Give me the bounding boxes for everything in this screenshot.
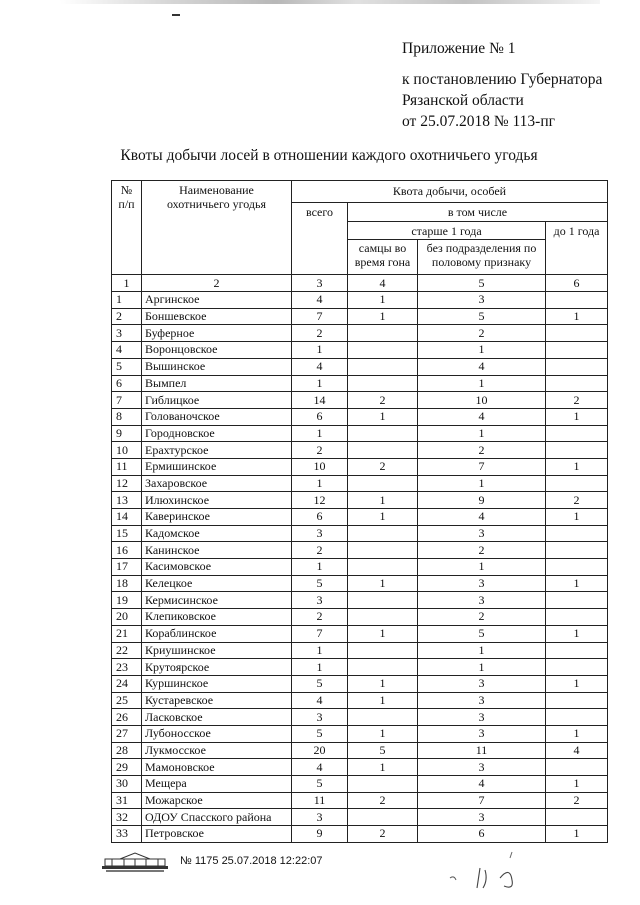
under-year-quota <box>546 325 608 342</box>
under-year-quota <box>546 292 608 309</box>
males-quota: 1 <box>348 408 418 425</box>
row-number: 10 <box>112 442 142 459</box>
table-row <box>112 692 608 709</box>
row-number: 27 <box>112 725 142 742</box>
table-row <box>112 442 608 459</box>
nosex-quota: 7 <box>418 792 546 809</box>
row-number: 5 <box>112 358 142 375</box>
row-number: 17 <box>112 559 142 576</box>
row-number: 13 <box>112 492 142 509</box>
males-quota <box>348 659 418 676</box>
nosex-quota: 1 <box>418 475 546 492</box>
total-quota: 12 <box>292 492 348 509</box>
colnum: 6 <box>546 275 608 292</box>
ground-name: Захаровское <box>142 475 292 492</box>
row-number: 11 <box>112 458 142 475</box>
ground-name: Кермисинское <box>142 592 292 609</box>
header-quota: Квота добычи, особей <box>292 181 608 203</box>
males-quota <box>348 592 418 609</box>
table-row <box>112 392 608 409</box>
under-year-quota <box>546 475 608 492</box>
nosex-quota: 11 <box>418 742 546 759</box>
nosex-quota: 4 <box>418 358 546 375</box>
scan-mark <box>172 14 180 16</box>
row-number: 20 <box>112 609 142 626</box>
registration-stamp: № 1175 25.07.2018 12:22:07 <box>180 855 323 867</box>
nosex-quota: 3 <box>418 525 546 542</box>
row-number: 18 <box>112 575 142 592</box>
total-quota: 5 <box>292 725 348 742</box>
nosex-quota: 1 <box>418 375 546 392</box>
header-name: Наименование охотничьего угодья <box>142 181 292 275</box>
males-quota: 1 <box>348 625 418 642</box>
males-quota <box>348 559 418 576</box>
total-quota: 2 <box>292 325 348 342</box>
total-quota: 4 <box>292 759 348 776</box>
resolution-ref-line3: от 25.07.2018 № 113-пг <box>402 113 555 130</box>
under-year-quota: 1 <box>546 776 608 793</box>
row-number: 24 <box>112 675 142 692</box>
ground-name: Мамоновское <box>142 759 292 776</box>
nosex-quota: 6 <box>418 826 546 843</box>
nosex-quota: 1 <box>418 425 546 442</box>
ground-name: Мещера <box>142 776 292 793</box>
ground-name: Можарское <box>142 792 292 809</box>
males-quota: 1 <box>348 675 418 692</box>
males-quota: 1 <box>348 509 418 526</box>
colnum: 4 <box>348 275 418 292</box>
males-quota <box>348 425 418 442</box>
table-row <box>112 325 608 342</box>
row-number: 9 <box>112 425 142 442</box>
ground-name: Келецкое <box>142 575 292 592</box>
row-number: 15 <box>112 525 142 542</box>
header-incl: в том числе <box>348 203 608 222</box>
colnum: 3 <box>292 275 348 292</box>
row-number: 6 <box>112 375 142 392</box>
table-row <box>112 709 608 726</box>
nosex-quota: 2 <box>418 609 546 626</box>
row-number: 19 <box>112 592 142 609</box>
ground-name: Клепиковское <box>142 609 292 626</box>
total-quota: 5 <box>292 776 348 793</box>
total-quota: 2 <box>292 609 348 626</box>
males-quota <box>348 358 418 375</box>
table-row <box>112 458 608 475</box>
row-number: 21 <box>112 625 142 642</box>
ground-name: Буферное <box>142 325 292 342</box>
table-row <box>112 792 608 809</box>
row-number: 33 <box>112 826 142 843</box>
nosex-quota: 2 <box>418 325 546 342</box>
males-quota: 1 <box>348 292 418 309</box>
row-number: 29 <box>112 759 142 776</box>
nosex-quota: 1 <box>418 559 546 576</box>
nosex-quota: 1 <box>418 642 546 659</box>
nosex-quota: 2 <box>418 542 546 559</box>
total-quota: 5 <box>292 575 348 592</box>
under-year-quota: 4 <box>546 742 608 759</box>
ground-name: ОДОУ Спасского района <box>142 809 292 826</box>
row-number: 12 <box>112 475 142 492</box>
table-row <box>112 308 608 325</box>
under-year-quota <box>546 358 608 375</box>
nosex-quota: 4 <box>418 776 546 793</box>
total-quota: 3 <box>292 709 348 726</box>
row-number: 7 <box>112 392 142 409</box>
males-quota <box>348 709 418 726</box>
under-year-quota <box>546 642 608 659</box>
table-row <box>112 659 608 676</box>
row-number: 28 <box>112 742 142 759</box>
total-quota: 4 <box>292 692 348 709</box>
total-quota: 1 <box>292 475 348 492</box>
males-quota <box>348 642 418 659</box>
table-row <box>112 492 608 509</box>
males-quota: 2 <box>348 792 418 809</box>
under-year-quota <box>546 525 608 542</box>
row-number: 25 <box>112 692 142 709</box>
total-quota: 1 <box>292 642 348 659</box>
under-year-quota <box>546 692 608 709</box>
ground-name: Вымпел <box>142 375 292 392</box>
row-number: 14 <box>112 509 142 526</box>
total-quota: 20 <box>292 742 348 759</box>
under-year-quota: 2 <box>546 392 608 409</box>
row-number: 23 <box>112 659 142 676</box>
under-year-quota <box>546 375 608 392</box>
under-year-quota <box>546 592 608 609</box>
resolution-ref-line2: Рязанской области <box>402 92 524 109</box>
under-year-quota: 1 <box>546 625 608 642</box>
nosex-quota: 3 <box>418 592 546 609</box>
nosex-quota: 3 <box>418 759 546 776</box>
males-quota <box>348 375 418 392</box>
ground-name: Аргинское <box>142 292 292 309</box>
males-quota <box>348 442 418 459</box>
row-number: 1 <box>112 292 142 309</box>
row-number: 8 <box>112 408 142 425</box>
table-row <box>112 342 608 359</box>
scan-edge <box>60 0 600 4</box>
header-males: самцы во время гона <box>348 240 418 275</box>
table-row <box>112 592 608 609</box>
table-row <box>112 625 608 642</box>
table-row <box>112 542 608 559</box>
table-row <box>112 609 608 626</box>
nosex-quota: 1 <box>418 659 546 676</box>
table-row <box>112 742 608 759</box>
total-quota: 1 <box>292 342 348 359</box>
total-quota: 6 <box>292 408 348 425</box>
table-row <box>112 559 608 576</box>
nosex-quota: 2 <box>418 442 546 459</box>
building-emblem-icon <box>100 851 170 873</box>
under-year-quota <box>546 425 608 442</box>
total-quota: 3 <box>292 525 348 542</box>
ground-name: Кораблинское <box>142 625 292 642</box>
nosex-quota: 3 <box>418 292 546 309</box>
table-row <box>112 375 608 392</box>
nosex-quota: 1 <box>418 342 546 359</box>
nosex-quota: 3 <box>418 709 546 726</box>
ground-name: Канинское <box>142 542 292 559</box>
total-quota: 7 <box>292 308 348 325</box>
under-year-quota: 1 <box>546 826 608 843</box>
under-year-quota <box>546 342 608 359</box>
males-quota: 2 <box>348 458 418 475</box>
ground-name: Куршинское <box>142 675 292 692</box>
row-number: 26 <box>112 709 142 726</box>
colnum: 2 <box>142 275 292 292</box>
nosex-quota: 5 <box>418 625 546 642</box>
total-quota: 7 <box>292 625 348 642</box>
total-quota: 9 <box>292 826 348 843</box>
males-quota <box>348 342 418 359</box>
males-quota <box>348 542 418 559</box>
ground-name: Кадомское <box>142 525 292 542</box>
table-row <box>112 292 608 309</box>
document-title: Квоты добычи лосей в отношении каждого охотничьего угодья <box>120 147 538 164</box>
appendix-label: Приложение № 1 <box>402 40 516 57</box>
table-row <box>112 509 608 526</box>
header-num: № п/п <box>112 181 142 275</box>
under-year-quota: 2 <box>546 492 608 509</box>
under-year-quota: 1 <box>546 458 608 475</box>
total-quota: 1 <box>292 559 348 576</box>
table-row <box>112 725 608 742</box>
row-number: 2 <box>112 308 142 325</box>
table-row <box>112 809 608 826</box>
total-quota: 3 <box>292 592 348 609</box>
males-quota: 5 <box>348 742 418 759</box>
nosex-quota: 3 <box>418 725 546 742</box>
males-quota <box>348 809 418 826</box>
males-quota <box>348 525 418 542</box>
total-quota: 10 <box>292 458 348 475</box>
under-year-quota: 1 <box>546 308 608 325</box>
total-quota: 1 <box>292 425 348 442</box>
total-quota: 14 <box>292 392 348 409</box>
row-number: 31 <box>112 792 142 809</box>
males-quota: 1 <box>348 759 418 776</box>
ground-name: Крутоярское <box>142 659 292 676</box>
males-quota: 1 <box>348 725 418 742</box>
ground-name: Ласковское <box>142 709 292 726</box>
under-year-quota <box>546 609 608 626</box>
males-quota: 2 <box>348 826 418 843</box>
under-year-quota <box>546 709 608 726</box>
nosex-quota: 3 <box>418 692 546 709</box>
ground-name: Петровское <box>142 826 292 843</box>
row-number: 4 <box>112 342 142 359</box>
under-year-quota: 1 <box>546 408 608 425</box>
total-quota: 2 <box>292 442 348 459</box>
males-quota: 1 <box>348 492 418 509</box>
table-row <box>112 475 608 492</box>
nosex-quota: 3 <box>418 809 546 826</box>
ground-name: Ермишинское <box>142 458 292 475</box>
ground-name: Голованочское <box>142 408 292 425</box>
total-quota: 2 <box>292 542 348 559</box>
under-year-quota <box>546 809 608 826</box>
nosex-quota: 3 <box>418 575 546 592</box>
under-year-quota: 1 <box>546 509 608 526</box>
header-under: до 1 года <box>546 221 608 275</box>
total-quota: 1 <box>292 659 348 676</box>
under-year-quota: 2 <box>546 792 608 809</box>
males-quota <box>348 776 418 793</box>
under-year-quota: 1 <box>546 675 608 692</box>
under-year-quota: 1 <box>546 725 608 742</box>
row-number: 30 <box>112 776 142 793</box>
ground-name: Кустаревское <box>142 692 292 709</box>
males-quota <box>348 609 418 626</box>
resolution-ref-line1: к постановлению Губернатора <box>402 71 603 88</box>
males-quota <box>348 325 418 342</box>
nosex-quota: 10 <box>418 392 546 409</box>
ground-name: Воронцовское <box>142 342 292 359</box>
colnum: 5 <box>418 275 546 292</box>
row-number: 16 <box>112 542 142 559</box>
under-year-quota <box>546 542 608 559</box>
under-year-quota <box>546 759 608 776</box>
nosex-quota: 4 <box>418 509 546 526</box>
total-quota: 1 <box>292 375 348 392</box>
nosex-quota: 7 <box>418 458 546 475</box>
ground-name: Касимовское <box>142 559 292 576</box>
quota-table <box>111 180 608 843</box>
ground-name: Илюхинское <box>142 492 292 509</box>
ground-name: Криушинское <box>142 642 292 659</box>
colnum: 1 <box>112 275 142 292</box>
table-row <box>112 575 608 592</box>
table-row <box>112 425 608 442</box>
total-quota: 6 <box>292 509 348 526</box>
males-quota: 2 <box>348 392 418 409</box>
under-year-quota <box>546 659 608 676</box>
table-row <box>112 776 608 793</box>
males-quota: 1 <box>348 692 418 709</box>
column-numbers-row <box>112 275 608 292</box>
approval-header <box>402 38 602 132</box>
total-quota: 3 <box>292 809 348 826</box>
table-row <box>112 675 608 692</box>
ground-name: Гиблицкое <box>142 392 292 409</box>
nosex-quota: 3 <box>418 675 546 692</box>
table-row <box>112 358 608 375</box>
under-year-quota: 1 <box>546 575 608 592</box>
table-row <box>112 525 608 542</box>
ground-name: Городновское <box>142 425 292 442</box>
ground-name: Лубоносское <box>142 725 292 742</box>
males-quota: 1 <box>348 308 418 325</box>
nosex-quota: 5 <box>418 308 546 325</box>
ground-name: Ерахтурское <box>142 442 292 459</box>
nosex-quota: 4 <box>418 408 546 425</box>
under-year-quota <box>546 442 608 459</box>
ground-name: Вышинское <box>142 358 292 375</box>
total-quota: 4 <box>292 358 348 375</box>
ground-name: Каверинское <box>142 509 292 526</box>
header-total: всего <box>292 203 348 275</box>
ground-name: Лукмосское <box>142 742 292 759</box>
nosex-quota: 9 <box>418 492 546 509</box>
row-number: 22 <box>112 642 142 659</box>
under-year-quota <box>546 559 608 576</box>
row-number: 3 <box>112 325 142 342</box>
header-nosex: без подразделения по половому признаку <box>418 240 546 275</box>
table-row <box>112 759 608 776</box>
ground-name: Боншевское <box>142 308 292 325</box>
row-number: 32 <box>112 809 142 826</box>
handwritten-signature <box>440 848 550 898</box>
total-quota: 5 <box>292 675 348 692</box>
table-row <box>112 408 608 425</box>
header-older: старше 1 года <box>348 221 546 240</box>
males-quota <box>348 475 418 492</box>
total-quota: 11 <box>292 792 348 809</box>
table-row <box>112 642 608 659</box>
males-quota: 1 <box>348 575 418 592</box>
table-row <box>112 826 608 843</box>
total-quota: 4 <box>292 292 348 309</box>
